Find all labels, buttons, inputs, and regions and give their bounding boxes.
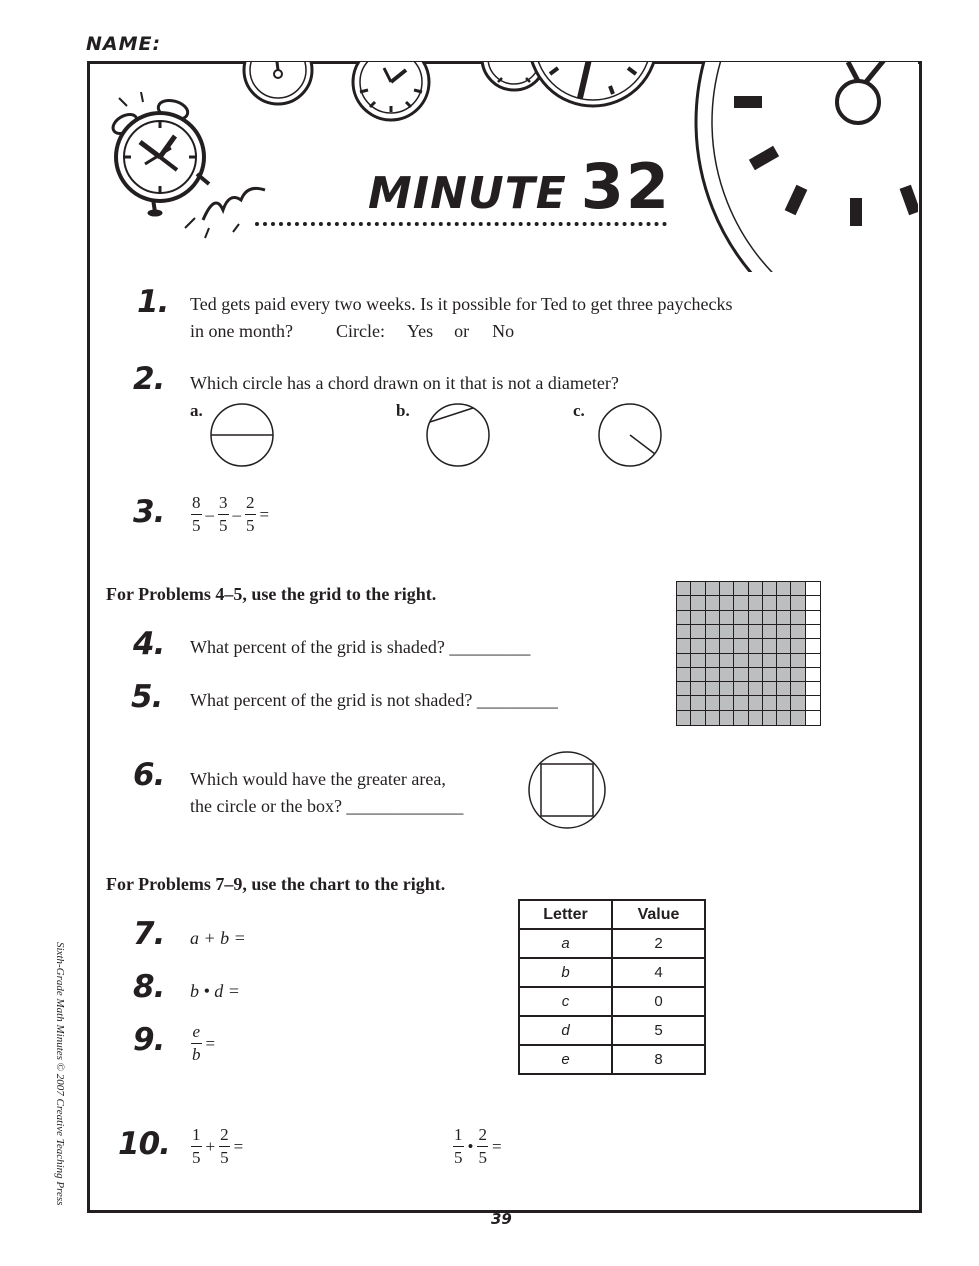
grid-cell-shaded (763, 668, 777, 682)
grid-cell-shaded (706, 711, 720, 725)
grid-cell-shaded (691, 711, 705, 725)
q3-fraction-2: $\frac{3}{5}$ (219, 493, 228, 535)
grid-cell-shaded (763, 639, 777, 653)
grid-cell-shaded (691, 582, 705, 596)
q9-equals: = (205, 1033, 216, 1053)
grid-cell-shaded (749, 711, 763, 725)
grid-cell-shaded (677, 639, 691, 653)
grid-cell-shaded (763, 625, 777, 639)
q2-option-a-label: a. (190, 401, 203, 420)
grid-cell-shaded (706, 682, 720, 696)
q4-number: 4. (133, 626, 165, 662)
grid-cell-shaded (734, 596, 748, 610)
q1-line1: Ted gets paid every two weeks. Is it possible for Ted to get three paychecks (190, 294, 733, 314)
chart-value-cell: 5 (612, 1016, 705, 1045)
q2-option-b-label: b. (396, 401, 410, 420)
grid-cell-shaded (763, 654, 777, 668)
q1-circle-label: Circle: (335, 321, 385, 341)
grid-cell-shaded (777, 668, 791, 682)
grid-cell-shaded (677, 611, 691, 625)
q3-fraction-1: $\frac{8}{5}$ (192, 493, 201, 535)
q1-text (190, 291, 733, 345)
grid-cell-shaded (791, 596, 805, 610)
grid-cell-shaded (734, 654, 748, 668)
grid-cell-shaded (720, 596, 734, 610)
grid-cell-shaded (763, 596, 777, 610)
letter-value-chart (518, 899, 706, 1075)
grid-cell-shaded (706, 668, 720, 682)
grid-cell-empty (806, 639, 820, 653)
grid-cell-empty (806, 654, 820, 668)
q3-minus-2: – (232, 504, 241, 524)
grid-cell-shaded (691, 654, 705, 668)
grid-cell-shaded (749, 596, 763, 610)
grid-cell-shaded (791, 611, 805, 625)
grid-cell-shaded (691, 611, 705, 625)
grid-cell-shaded (791, 582, 805, 596)
grid-cell-shaded (734, 696, 748, 710)
grid-cell-shaded (734, 582, 748, 596)
title-number: 32 (580, 150, 672, 223)
grid-cell-shaded (720, 711, 734, 725)
title-word: MINUTE (368, 168, 567, 219)
grid-cell-shaded (734, 711, 748, 725)
grid-cell-shaded (791, 654, 805, 668)
grid-cell-shaded (749, 625, 763, 639)
grid-cell-shaded (706, 611, 720, 625)
q6-line2: the circle or the box? _____________ (190, 796, 464, 816)
grid-cell-shaded (791, 682, 805, 696)
grid-cell-shaded (677, 682, 691, 696)
grid-cell-shaded (734, 668, 748, 682)
grid-cell-shaded (691, 696, 705, 710)
grid-cell-shaded (777, 611, 791, 625)
grid-cell-shaded (720, 625, 734, 639)
table-row (519, 987, 705, 1016)
chart-value-cell: 4 (612, 958, 705, 987)
q3-number: 3. (133, 494, 165, 530)
chart-letter-cell: e (519, 1045, 612, 1074)
grid-cell-shaded (720, 582, 734, 596)
q1-option-yes[interactable]: Yes (406, 321, 434, 341)
grid-cell-shaded (777, 711, 791, 725)
grid-cell-shaded (734, 625, 748, 639)
grid-cell-shaded (763, 582, 777, 596)
publisher-credit: Sixth-Grade Math Minutes © 2007 Creative Teaching Press (54, 942, 66, 1206)
grid-cell-empty (806, 582, 820, 596)
q10-right-fraction-1: $\frac{1}{5}$ (454, 1125, 463, 1167)
circle-c-radius[interactable] (596, 402, 664, 470)
q10-left-expression (191, 1125, 247, 1168)
chart-letter-cell: c (519, 987, 612, 1016)
grid-cell-shaded (720, 682, 734, 696)
grid-cell-shaded (749, 682, 763, 696)
grid-cell-shaded (706, 696, 720, 710)
grid-cell-shaded (677, 582, 691, 596)
q10-dot: • (467, 1136, 474, 1156)
q3-equals: = (259, 504, 270, 524)
percent-grid (676, 581, 821, 726)
grid-cell-shaded (763, 711, 777, 725)
q7-expression: a + b = (190, 928, 246, 948)
q6-text (190, 766, 463, 820)
q3-minus-1: – (205, 504, 214, 524)
circle-b-chord[interactable] (424, 402, 492, 470)
chart-letter-cell: b (519, 958, 612, 987)
q10-right-expression (453, 1125, 506, 1168)
grid-cell-shaded (777, 654, 791, 668)
grid-cell-shaded (691, 596, 705, 610)
q8-expression: b • d = (190, 981, 240, 1001)
grid-cell-shaded (677, 696, 691, 710)
grid-cell-shaded (677, 625, 691, 639)
alarm-clock-icon (105, 92, 275, 252)
q2-text: Which circle has a chord drawn on it that is not a diameter? (190, 373, 619, 393)
grid-cell-shaded (706, 625, 720, 639)
q1-question: in one month? (190, 321, 293, 341)
grid-cell-shaded (763, 682, 777, 696)
chart-header-row (519, 900, 705, 929)
grid-cell-shaded (749, 668, 763, 682)
grid-cell-shaded (777, 582, 791, 596)
q1-number: 1. (137, 284, 169, 320)
q3-expression (191, 493, 273, 536)
grid-cell-shaded (749, 639, 763, 653)
section-grid-instructions: For Problems 4–5, use the grid to the right. (106, 584, 437, 604)
chart-header-letter: Letter (519, 900, 612, 929)
q10-left-fraction-2: $\frac{2}{5}$ (220, 1125, 229, 1167)
chart-value-cell: 8 (612, 1045, 705, 1074)
grid-cell-shaded (691, 625, 705, 639)
title-dotted-rule (255, 222, 667, 226)
chart-value-cell: 0 (612, 987, 705, 1016)
grid-cell-shaded (677, 668, 691, 682)
grid-cell-shaded (777, 625, 791, 639)
q1-option-no[interactable]: No (492, 321, 515, 341)
q1-line2 (190, 318, 733, 345)
grid-cell-shaded (677, 596, 691, 610)
q6-number: 6. (133, 757, 165, 793)
q9-expression (191, 1022, 219, 1065)
grid-cell-shaded (720, 696, 734, 710)
grid-cell-shaded (763, 611, 777, 625)
grid-cell-shaded (749, 696, 763, 710)
grid-cell-shaded (749, 654, 763, 668)
grid-cell-shaded (791, 625, 805, 639)
grid-cell-shaded (720, 654, 734, 668)
grid-cell-shaded (791, 696, 805, 710)
name-label: NAME: (86, 33, 162, 55)
grid-cell-shaded (777, 696, 791, 710)
grid-cell-shaded (677, 654, 691, 668)
page-title (368, 150, 671, 223)
grid-cell-shaded (734, 682, 748, 696)
q3-fraction-3: $\frac{2}{5}$ (246, 493, 255, 535)
q6-line1: Which would have the greater area, (190, 769, 446, 789)
page-number: 39 (491, 1210, 512, 1228)
grid-cell-shaded (777, 682, 791, 696)
grid-cell-shaded (706, 596, 720, 610)
grid-cell-shaded (720, 668, 734, 682)
q2-number: 2. (133, 361, 165, 397)
q5-text: What percent of the grid is not shaded? _________ (190, 690, 558, 710)
grid-cell-empty (806, 596, 820, 610)
section-chart-instructions: For Problems 7–9, use the chart to the right. (106, 874, 446, 894)
chart-letter-cell: d (519, 1016, 612, 1045)
grid-cell-shaded (691, 682, 705, 696)
grid-cell-shaded (777, 639, 791, 653)
grid-cell-shaded (791, 639, 805, 653)
q5-number: 5. (131, 679, 163, 715)
circle-a-diameter[interactable] (209, 402, 277, 470)
chart-header-value: Value (612, 900, 705, 929)
grid-cell-empty (806, 711, 820, 725)
q4-text: What percent of the grid is shaded? _________ (190, 637, 531, 657)
table-row (519, 1045, 705, 1074)
grid-cell-shaded (706, 639, 720, 653)
grid-cell-shaded (791, 668, 805, 682)
q9-number: 9. (133, 1022, 165, 1058)
grid-cell-shaded (706, 582, 720, 596)
grid-cell-shaded (749, 611, 763, 625)
grid-cell-shaded (691, 668, 705, 682)
q10-plus: + (205, 1136, 216, 1156)
grid-cell-empty (806, 696, 820, 710)
grid-cell-shaded (749, 582, 763, 596)
grid-cell-shaded (777, 596, 791, 610)
grid-cell-shaded (791, 711, 805, 725)
q10-left-fraction-1: $\frac{1}{5}$ (192, 1125, 201, 1167)
grid-cell-shaded (763, 696, 777, 710)
q10-right-fraction-2: $\frac{2}{5}$ (478, 1125, 487, 1167)
q1-or: or (454, 321, 470, 341)
q8-number: 8. (133, 969, 165, 1005)
q10-right-equals: = (491, 1136, 502, 1156)
table-row (519, 958, 705, 987)
grid-cell-shaded (720, 611, 734, 625)
q9-fraction: $\frac{e}{b}$ (192, 1022, 201, 1064)
table-row (519, 929, 705, 958)
grid-cell-shaded (691, 639, 705, 653)
grid-cell-empty (806, 682, 820, 696)
q10-number: 10. (118, 1126, 170, 1162)
circle-with-square-figure (527, 750, 607, 830)
q10-left-equals: = (233, 1136, 244, 1156)
grid-cell-shaded (706, 654, 720, 668)
grid-cell-empty (806, 625, 820, 639)
grid-cell-empty (806, 611, 820, 625)
q7-number: 7. (133, 916, 165, 952)
chart-value-cell: 2 (612, 929, 705, 958)
chart-letter-cell: a (519, 929, 612, 958)
grid-cell-empty (806, 668, 820, 682)
grid-cell-shaded (720, 639, 734, 653)
table-row (519, 1016, 705, 1045)
grid-cell-shaded (734, 639, 748, 653)
grid-cell-shaded (677, 711, 691, 725)
q2-option-c-label: c. (573, 401, 585, 420)
grid-cell-shaded (734, 611, 748, 625)
